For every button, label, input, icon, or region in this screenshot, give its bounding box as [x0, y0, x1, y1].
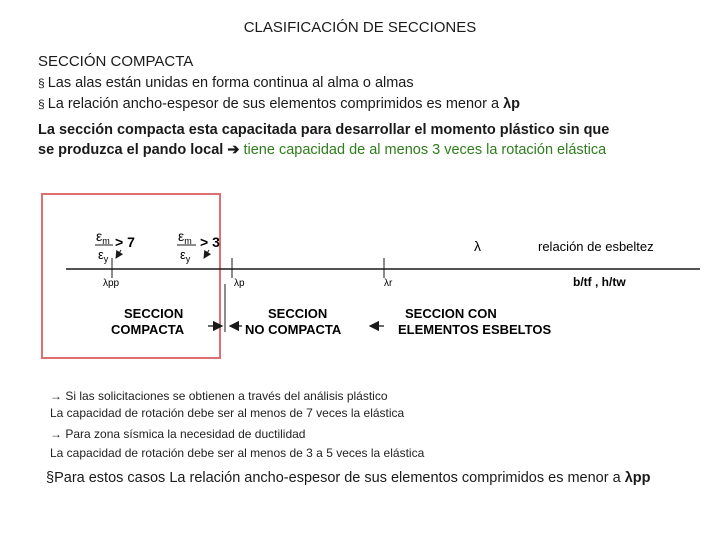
- section-heading: SECCIÓN COMPACTA: [38, 53, 194, 70]
- bullet-marker-icon: §: [38, 76, 45, 90]
- zone-noncompact-line2: NO COMPACTA: [245, 322, 342, 337]
- bullet-marker-icon: §: [38, 97, 45, 111]
- lambda-pp-symbol: λpp: [624, 470, 651, 486]
- gt-seven-label: > 7: [115, 234, 135, 250]
- lambda-axis-label: λ: [474, 238, 481, 254]
- bullet-text: La relación ancho-espesor de sus elementos comprimidos es menor a: [47, 96, 504, 112]
- eps-m-label-2: $\varepsilon_m$: [178, 228, 192, 246]
- ratio-label: b/tf , h/tw: [573, 275, 626, 289]
- zone-slender-line2: ELEMENTOS ESBELTOS: [398, 322, 552, 337]
- esbeltez-label: relación de esbeltez: [538, 239, 654, 254]
- gt-three-label: > 3: [200, 234, 220, 250]
- zone-slender-line1: SECCION CON: [405, 306, 497, 321]
- lambda-pp-label: λpp: [103, 278, 120, 289]
- zone-compact-line2: COMPACTA: [111, 322, 185, 337]
- arrow-to-lambda-pp: [116, 250, 121, 258]
- eps-y-label-2: $\varepsilon_y$: [180, 247, 191, 264]
- final-text: Para estos casos La relación ancho-espesor de sus elementos comprimidos es menor a: [54, 470, 625, 486]
- final-statement: [46, 470, 650, 486]
- eps-m-label-1: $\varepsilon_m$: [96, 228, 110, 246]
- paragraph-green-text: tiene capacidad de al menos 3 veces la rotación elástica: [243, 142, 607, 158]
- lambda-p-symbol: λp: [503, 96, 520, 112]
- arrow-to-lambda-p: [204, 250, 209, 258]
- lambda-r-label: λr: [384, 278, 393, 289]
- eps-y-label-1: $\varepsilon_y$: [98, 247, 109, 264]
- zone-noncompact-line1: SECCION: [268, 306, 328, 321]
- paragraph-bold-text: se produzca el pando local: [38, 142, 224, 158]
- note-line: → Si las solicitaciones se obtienen a través del análisis plástico: [50, 389, 388, 403]
- bullet-text: Las alas están unidas en forma continua al alma o almas: [47, 75, 414, 91]
- note-line: → Para zona sísmica la necesidad de ductilidad: [50, 427, 306, 441]
- lambda-p-label: λp: [234, 278, 245, 289]
- note-line: La capacidad de rotación debe ser al menos de 3 a 5 veces la elástica: [50, 446, 425, 460]
- zone-compact-line1: SECCION: [124, 306, 184, 321]
- page-title: CLASIFICACIÓN DE SECCIONES: [243, 19, 477, 36]
- note-line: La capacidad de rotación debe ser al menos de 7 veces la elástica: [50, 406, 405, 420]
- right-arrow-icon: ➔: [227, 142, 240, 158]
- paragraph-line-1: La sección compacta esta capacitada para desarrollar el momento plástico sin que: [38, 122, 610, 138]
- bullet-marker-icon: §: [46, 470, 55, 486]
